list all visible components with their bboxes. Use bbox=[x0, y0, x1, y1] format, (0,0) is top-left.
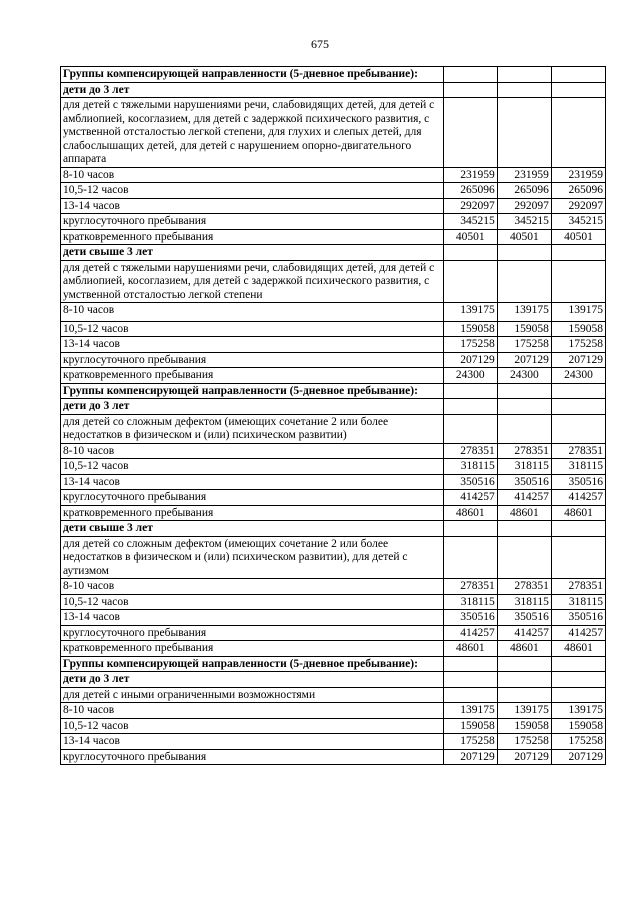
value-cell: 278351 bbox=[443, 579, 497, 595]
value-cell: 159058 bbox=[443, 718, 497, 734]
value-cell: 175258 bbox=[551, 734, 605, 750]
section-heading-cell: дети до 3 лет bbox=[61, 399, 444, 415]
value-cell: 207129 bbox=[443, 352, 497, 368]
value-cell: 175258 bbox=[443, 734, 497, 750]
row-label-cell: 13-14 часов bbox=[61, 198, 444, 214]
value-cell bbox=[497, 672, 551, 688]
row-label-cell: для детей с иными ограниченными возможностями bbox=[61, 687, 444, 703]
row-label-cell: круглосуточного пребывания bbox=[61, 625, 444, 641]
row-label-cell: круглосуточного пребывания bbox=[61, 490, 444, 506]
value-cell: 345215 bbox=[551, 214, 605, 230]
table-row bbox=[61, 749, 606, 765]
value-cell bbox=[551, 521, 605, 537]
value-cell bbox=[551, 82, 605, 98]
value-cell: 139175 bbox=[497, 703, 551, 719]
table-row bbox=[61, 303, 606, 322]
value-cell bbox=[497, 67, 551, 83]
value-cell: 159058 bbox=[497, 718, 551, 734]
section-heading-cell: дети свыше 3 лет bbox=[61, 521, 444, 537]
table-row bbox=[61, 383, 606, 399]
row-label-cell: 13-14 часов bbox=[61, 734, 444, 750]
table-row bbox=[61, 687, 606, 703]
section-heading-cell: Группы компенсирующей направленности (5-дневное пребывание): bbox=[61, 67, 444, 83]
value-cell bbox=[497, 687, 551, 703]
value-cell bbox=[497, 383, 551, 399]
table-row bbox=[61, 399, 606, 415]
value-cell bbox=[497, 414, 551, 443]
value-cell: 278351 bbox=[551, 579, 605, 595]
row-label-cell: 10,5-12 часов bbox=[61, 594, 444, 610]
page-number: 675 bbox=[311, 37, 329, 51]
value-cell: 139175 bbox=[443, 703, 497, 719]
row-label-cell: 13-14 часов bbox=[61, 337, 444, 353]
value-cell: 231959 bbox=[443, 167, 497, 183]
table-row bbox=[61, 67, 606, 83]
row-label-cell: 8-10 часов bbox=[61, 703, 444, 719]
row-label-cell: 10,5-12 часов bbox=[61, 321, 444, 337]
value-cell: 318115 bbox=[443, 594, 497, 610]
table-row bbox=[61, 198, 606, 214]
table-body bbox=[61, 67, 606, 765]
table-row bbox=[61, 490, 606, 506]
value-cell bbox=[551, 536, 605, 579]
section-heading-cell: дети свыше 3 лет bbox=[61, 245, 444, 261]
value-cell: 265096 bbox=[551, 183, 605, 199]
value-cell: 48601 bbox=[497, 641, 551, 657]
value-cell: 318115 bbox=[551, 594, 605, 610]
value-cell: 139175 bbox=[443, 303, 497, 322]
value-cell: 278351 bbox=[497, 579, 551, 595]
value-cell: 175258 bbox=[497, 734, 551, 750]
value-cell bbox=[443, 656, 497, 672]
value-cell: 207129 bbox=[497, 749, 551, 765]
row-label-cell: кратковременного пребывания bbox=[61, 229, 444, 245]
value-cell: 24300 bbox=[497, 368, 551, 384]
value-cell: 265096 bbox=[497, 183, 551, 199]
value-cell: 318115 bbox=[497, 459, 551, 475]
value-cell: 48601 bbox=[551, 505, 605, 521]
section-heading-cell: дети до 3 лет bbox=[61, 672, 444, 688]
table-row bbox=[61, 505, 606, 521]
value-cell bbox=[443, 260, 497, 303]
table-row bbox=[61, 521, 606, 537]
value-cell: 231959 bbox=[497, 167, 551, 183]
row-label-cell: кратковременного пребывания bbox=[61, 641, 444, 657]
value-cell: 265096 bbox=[443, 183, 497, 199]
table-row bbox=[61, 229, 606, 245]
value-cell bbox=[551, 414, 605, 443]
value-cell: 207129 bbox=[443, 749, 497, 765]
table-row bbox=[61, 414, 606, 443]
section-heading-cell: Группы компенсирующей направленности (5-дневное пребывание): bbox=[61, 383, 444, 399]
row-label-cell: 13-14 часов bbox=[61, 474, 444, 490]
value-cell: 24300 bbox=[551, 368, 605, 384]
value-cell bbox=[443, 67, 497, 83]
value-cell: 292097 bbox=[443, 198, 497, 214]
value-cell bbox=[497, 82, 551, 98]
table-row bbox=[61, 641, 606, 657]
value-cell bbox=[497, 399, 551, 415]
value-cell: 318115 bbox=[497, 594, 551, 610]
value-cell: 207129 bbox=[551, 352, 605, 368]
value-cell bbox=[551, 98, 605, 168]
value-cell bbox=[443, 383, 497, 399]
value-cell: 40501 bbox=[497, 229, 551, 245]
table-row bbox=[61, 98, 606, 168]
table-row bbox=[61, 474, 606, 490]
value-cell: 231959 bbox=[551, 167, 605, 183]
value-cell bbox=[551, 656, 605, 672]
value-cell: 350516 bbox=[551, 610, 605, 626]
value-cell: 48601 bbox=[443, 505, 497, 521]
value-cell: 350516 bbox=[443, 474, 497, 490]
value-cell bbox=[497, 536, 551, 579]
value-cell bbox=[497, 260, 551, 303]
value-cell bbox=[551, 383, 605, 399]
value-cell: 159058 bbox=[551, 718, 605, 734]
table-row bbox=[61, 579, 606, 595]
value-cell: 159058 bbox=[551, 321, 605, 337]
table-row bbox=[61, 459, 606, 475]
table-row bbox=[61, 536, 606, 579]
row-label-cell: круглосуточного пребывания bbox=[61, 214, 444, 230]
row-label-cell: для детей с тяжелыми нарушениями речи, слабовидящих детей, для детей с амблиопией, косоглазием, для детей с задержкой психического развития, с умственной отсталостью легкой степени bbox=[61, 260, 444, 303]
row-label-cell: 10,5-12 часов bbox=[61, 718, 444, 734]
value-cell: 278351 bbox=[551, 443, 605, 459]
row-label-cell: 10,5-12 часов bbox=[61, 459, 444, 475]
value-cell: 139175 bbox=[551, 303, 605, 322]
row-label-cell: 8-10 часов bbox=[61, 167, 444, 183]
value-cell: 159058 bbox=[443, 321, 497, 337]
value-cell: 414257 bbox=[443, 625, 497, 641]
row-label-cell: кратковременного пребывания bbox=[61, 505, 444, 521]
value-cell: 24300 bbox=[443, 368, 497, 384]
value-cell: 350516 bbox=[497, 474, 551, 490]
value-cell: 292097 bbox=[497, 198, 551, 214]
table-row bbox=[61, 368, 606, 384]
value-cell: 318115 bbox=[443, 459, 497, 475]
tariff-table bbox=[60, 66, 606, 765]
row-label-cell: 8-10 часов bbox=[61, 579, 444, 595]
row-label-cell: кратковременного пребывания bbox=[61, 368, 444, 384]
value-cell bbox=[443, 98, 497, 168]
value-cell bbox=[551, 672, 605, 688]
value-cell: 48601 bbox=[497, 505, 551, 521]
table-row bbox=[61, 656, 606, 672]
table-row bbox=[61, 672, 606, 688]
value-cell: 350516 bbox=[551, 474, 605, 490]
value-cell bbox=[443, 536, 497, 579]
value-cell: 139175 bbox=[551, 703, 605, 719]
value-cell bbox=[443, 245, 497, 261]
value-cell: 414257 bbox=[497, 625, 551, 641]
value-cell bbox=[443, 672, 497, 688]
value-cell: 318115 bbox=[551, 459, 605, 475]
table-row bbox=[61, 352, 606, 368]
value-cell: 278351 bbox=[443, 443, 497, 459]
value-cell bbox=[551, 399, 605, 415]
value-cell bbox=[551, 245, 605, 261]
row-label-cell: для детей с тяжелыми нарушениями речи, слабовидящих детей, для детей с амблиопией, косоглазием, для детей с задержкой психического развития, с умственной отсталостью легкой степени, для глухих и слепых детей, для слабослышащих детей, для детей с нарушением опорно-двигательного аппарата bbox=[61, 98, 444, 168]
value-cell: 292097 bbox=[551, 198, 605, 214]
value-cell: 345215 bbox=[443, 214, 497, 230]
value-cell: 345215 bbox=[497, 214, 551, 230]
value-cell: 40501 bbox=[443, 229, 497, 245]
row-label-cell: 8-10 часов bbox=[61, 443, 444, 459]
row-label-cell: круглосуточного пребывания bbox=[61, 749, 444, 765]
section-heading-cell: Группы компенсирующей направленности (5-дневное пребывание): bbox=[61, 656, 444, 672]
value-cell bbox=[551, 687, 605, 703]
section-heading-cell: дети до 3 лет bbox=[61, 82, 444, 98]
value-cell: 48601 bbox=[551, 641, 605, 657]
value-cell: 350516 bbox=[497, 610, 551, 626]
value-cell: 414257 bbox=[551, 490, 605, 506]
row-label-cell: для детей со сложным дефектом (имеющих сочетание 2 или более недостатков в физическом и (или) психическом развитии) bbox=[61, 414, 444, 443]
row-label-cell: круглосуточного пребывания bbox=[61, 352, 444, 368]
table-row bbox=[61, 183, 606, 199]
row-label-cell: 10,5-12 часов bbox=[61, 183, 444, 199]
value-cell: 175258 bbox=[551, 337, 605, 353]
value-cell: 207129 bbox=[497, 352, 551, 368]
value-cell bbox=[443, 399, 497, 415]
value-cell: 48601 bbox=[443, 641, 497, 657]
table-row bbox=[61, 594, 606, 610]
table-row bbox=[61, 245, 606, 261]
table-row bbox=[61, 443, 606, 459]
table-row bbox=[61, 167, 606, 183]
value-cell bbox=[443, 82, 497, 98]
table-row bbox=[61, 703, 606, 719]
value-cell bbox=[551, 67, 605, 83]
value-cell: 414257 bbox=[551, 625, 605, 641]
value-cell bbox=[443, 521, 497, 537]
table-row bbox=[61, 734, 606, 750]
table-row bbox=[61, 214, 606, 230]
value-cell bbox=[497, 521, 551, 537]
table-row bbox=[61, 337, 606, 353]
table-row bbox=[61, 718, 606, 734]
value-cell bbox=[443, 414, 497, 443]
table-row bbox=[61, 82, 606, 98]
table-row bbox=[61, 321, 606, 337]
value-cell bbox=[497, 98, 551, 168]
value-cell: 175258 bbox=[497, 337, 551, 353]
table-row bbox=[61, 610, 606, 626]
table-row bbox=[61, 625, 606, 641]
value-cell bbox=[551, 260, 605, 303]
row-label-cell: для детей со сложным дефектом (имеющих сочетание 2 или более недостатков в физическом и (или) психическом развитии), для детей с аутизмом bbox=[61, 536, 444, 579]
value-cell bbox=[443, 687, 497, 703]
value-cell: 414257 bbox=[497, 490, 551, 506]
value-cell: 40501 bbox=[551, 229, 605, 245]
value-cell: 139175 bbox=[497, 303, 551, 322]
value-cell: 175258 bbox=[443, 337, 497, 353]
value-cell: 350516 bbox=[443, 610, 497, 626]
value-cell: 159058 bbox=[497, 321, 551, 337]
row-label-cell: 13-14 часов bbox=[61, 610, 444, 626]
value-cell bbox=[497, 656, 551, 672]
value-cell bbox=[497, 245, 551, 261]
value-cell: 278351 bbox=[497, 443, 551, 459]
value-cell: 414257 bbox=[443, 490, 497, 506]
table-row bbox=[61, 260, 606, 303]
value-cell: 207129 bbox=[551, 749, 605, 765]
row-label-cell: 8-10 часов bbox=[61, 303, 444, 322]
